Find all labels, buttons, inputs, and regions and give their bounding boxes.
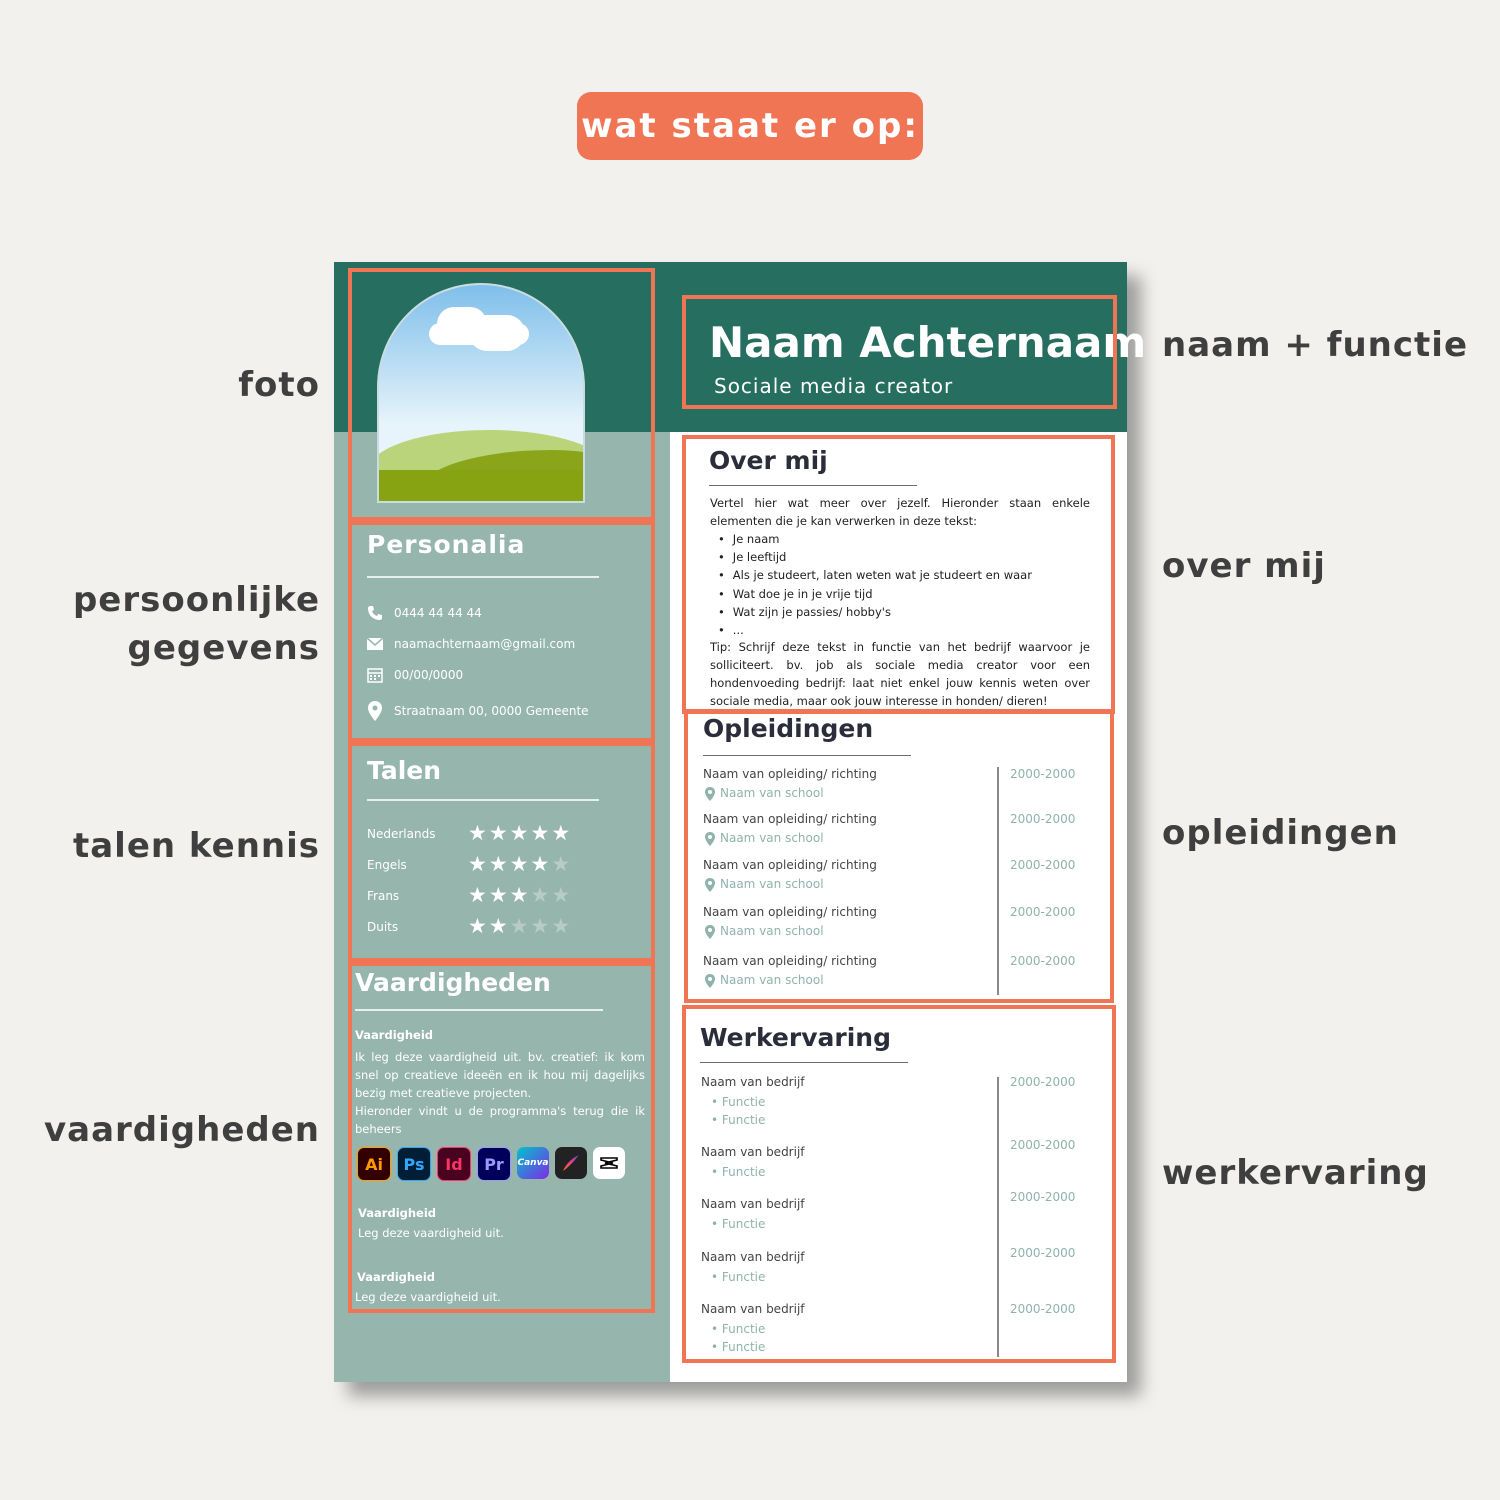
star-icon: ★: [530, 821, 552, 845]
cv-role: Sociale media creator: [714, 374, 954, 398]
list-item: • Je leeftijd: [718, 548, 1032, 566]
list-item: • Als je studeert, laten weten wat je studeert en waar: [718, 566, 1032, 584]
frame-werkervaring: [682, 1005, 1116, 1363]
star-icon: ★: [509, 883, 531, 907]
education-years: 2000-2000: [1010, 954, 1076, 968]
school-name: Naam van school: [720, 786, 824, 800]
work-years: 2000-2000: [1010, 1075, 1076, 1089]
star-icon: ★: [488, 883, 510, 907]
education-title: Naam van opleiding/ richting: [703, 905, 877, 919]
canva-icon: Canva: [517, 1147, 549, 1179]
star-icon: ★: [530, 883, 552, 907]
job-function: • Functie: [711, 1217, 766, 1231]
job-function: • Functie: [711, 1095, 766, 1109]
label-persoonlijke-line1: persoonlijke: [72, 580, 320, 620]
job-function: • Functie: [711, 1165, 766, 1179]
frame-over-mij: [682, 435, 1115, 714]
star-icon: ★: [509, 852, 531, 876]
page-title: wat staat er op:: [581, 106, 919, 146]
label-vaardigheden: vaardigheden: [43, 1110, 320, 1150]
email-value: naamachternaam@gmail.com: [394, 637, 576, 651]
language-label: Frans: [367, 889, 400, 903]
label-talen: talen kennis: [72, 826, 320, 866]
frame-talen: [348, 742, 655, 962]
language-label: Duits: [367, 920, 399, 934]
frame-vaardigheden: [348, 962, 655, 1313]
label-foto: foto: [238, 365, 320, 405]
frame-foto: [348, 268, 655, 521]
job-function: • Functie: [711, 1270, 766, 1284]
label-naam-functie: naam + functie: [1162, 325, 1469, 365]
job-function: • Functie: [711, 1322, 766, 1336]
star-icon: ★: [488, 852, 510, 876]
company-name: Naam van bedrijf: [701, 1250, 805, 1264]
label-persoonlijke-line2: gegevens: [127, 628, 320, 668]
label-werkervaring: werkervaring: [1162, 1153, 1429, 1193]
skill1-title: Vaardigheid: [355, 1028, 434, 1042]
over-mij-tip: Tip: Schrijf deze tekst in functie van het bedrijf waarvoor je solliciteert. bv. job als sociale media creator voor een hondenvoeding bedrijf: laat niet enkel jouw kennis weten over sociale media, maar ook jouw interesse in honden/ dieren!: [710, 640, 1090, 708]
star-icon: ★: [551, 883, 573, 907]
education-title: Naam van opleiding/ richting: [703, 954, 877, 968]
education-title: Naam van opleiding/ richting: [703, 767, 877, 781]
school-name: Naam van school: [720, 924, 824, 938]
education-years: 2000-2000: [1010, 812, 1076, 826]
phone-value: 0444 44 44 44: [394, 606, 482, 620]
list-item: • Wat doe je in je vrije tijd: [718, 585, 1032, 603]
personalia-heading: Personalia: [367, 530, 526, 559]
job-function: • Functie: [711, 1113, 766, 1127]
skill1-text-main: Ik leg deze vaardigheid uit. bv. creatief: ik kom snel op creatieve ideeën en ik hou mij dagelijks bezig met creatieve projecten.: [355, 1050, 645, 1100]
star-icon: ★: [468, 883, 489, 907]
skill3-title: Vaardigheid: [357, 1270, 436, 1284]
company-name: Naam van bedrijf: [701, 1075, 805, 1089]
education-years: 2000-2000: [1010, 767, 1076, 781]
star-icon: ★: [551, 821, 573, 845]
star-icon: ★: [551, 852, 573, 876]
school-name: Naam van school: [720, 877, 824, 891]
over-mij-heading: Over mij: [709, 446, 828, 475]
label-persoonlijke: [73, 576, 320, 672]
label-over-mij: over mij: [1162, 546, 1326, 586]
werkervaring-heading: Werkervaring: [700, 1023, 891, 1052]
birthdate-value: 00/00/0000: [394, 668, 464, 682]
list-item: • ...: [718, 621, 1032, 639]
school-name: Naam van school: [720, 973, 824, 987]
work-years: 2000-2000: [1010, 1246, 1076, 1260]
star-icon: ★: [468, 914, 489, 938]
work-years: 2000-2000: [1010, 1190, 1076, 1204]
skill2-title: Vaardigheid: [358, 1206, 437, 1220]
frame-personalia: [348, 521, 655, 742]
premiere-icon: Pr: [477, 1147, 511, 1181]
list-item: • Wat zijn je passies/ hobby's: [718, 603, 1032, 621]
star-icon: ★: [488, 914, 510, 938]
language-label: Nederlands: [367, 827, 436, 841]
work-years: 2000-2000: [1010, 1302, 1076, 1316]
skill3-text: Leg deze vaardigheid uit.: [355, 1290, 501, 1304]
star-icon: ★: [551, 914, 573, 938]
star-icon: ★: [509, 914, 531, 938]
star-icon: ★: [468, 821, 489, 845]
company-name: Naam van bedrijf: [701, 1197, 805, 1211]
skill2-text: Leg deze vaardigheid uit.: [358, 1226, 504, 1240]
language-label: Engels: [367, 858, 407, 872]
list-item: • Je naam: [718, 530, 1032, 548]
indesign-icon: Id: [437, 1147, 471, 1181]
photoshop-icon: Ps: [397, 1147, 431, 1181]
education-years: 2000-2000: [1010, 905, 1076, 919]
opleidingen-heading: Opleidingen: [703, 714, 874, 743]
star-icon: ★: [530, 914, 552, 938]
frame-naam-functie: [682, 295, 1117, 409]
company-name: Naam van bedrijf: [701, 1145, 805, 1159]
job-function: • Functie: [711, 1340, 766, 1354]
school-name: Naam van school: [720, 831, 824, 845]
label-opleidingen: opleidingen: [1162, 813, 1399, 853]
illustrator-icon: Ai: [357, 1147, 391, 1181]
education-years: 2000-2000: [1010, 858, 1076, 872]
star-icon: ★: [530, 852, 552, 876]
vaardigheden-heading: Vaardigheden: [355, 968, 551, 997]
address-value: Straatnaam 00, 0000 Gemeente: [394, 704, 589, 718]
education-title: Naam van opleiding/ richting: [703, 812, 877, 826]
skill1-text-programs: Hieronder vindt u de programma's terug die ik beheers: [355, 1104, 645, 1136]
star-icon: ★: [488, 821, 510, 845]
frame-opleidingen: [684, 709, 1114, 1003]
star-icon: ★: [509, 821, 531, 845]
title-badge: [577, 92, 923, 160]
education-title: Naam van opleiding/ richting: [703, 858, 877, 872]
cv-name: Naam Achternaam: [709, 318, 1147, 367]
star-icon: ★: [468, 852, 489, 876]
work-years: 2000-2000: [1010, 1138, 1076, 1152]
over-mij-intro: Vertel hier wat meer over jezelf. Hieronder staan enkele elementen die je kan verwerken in deze tekst:: [710, 496, 1090, 528]
talen-heading: Talen: [367, 756, 442, 785]
company-name: Naam van bedrijf: [701, 1302, 805, 1316]
